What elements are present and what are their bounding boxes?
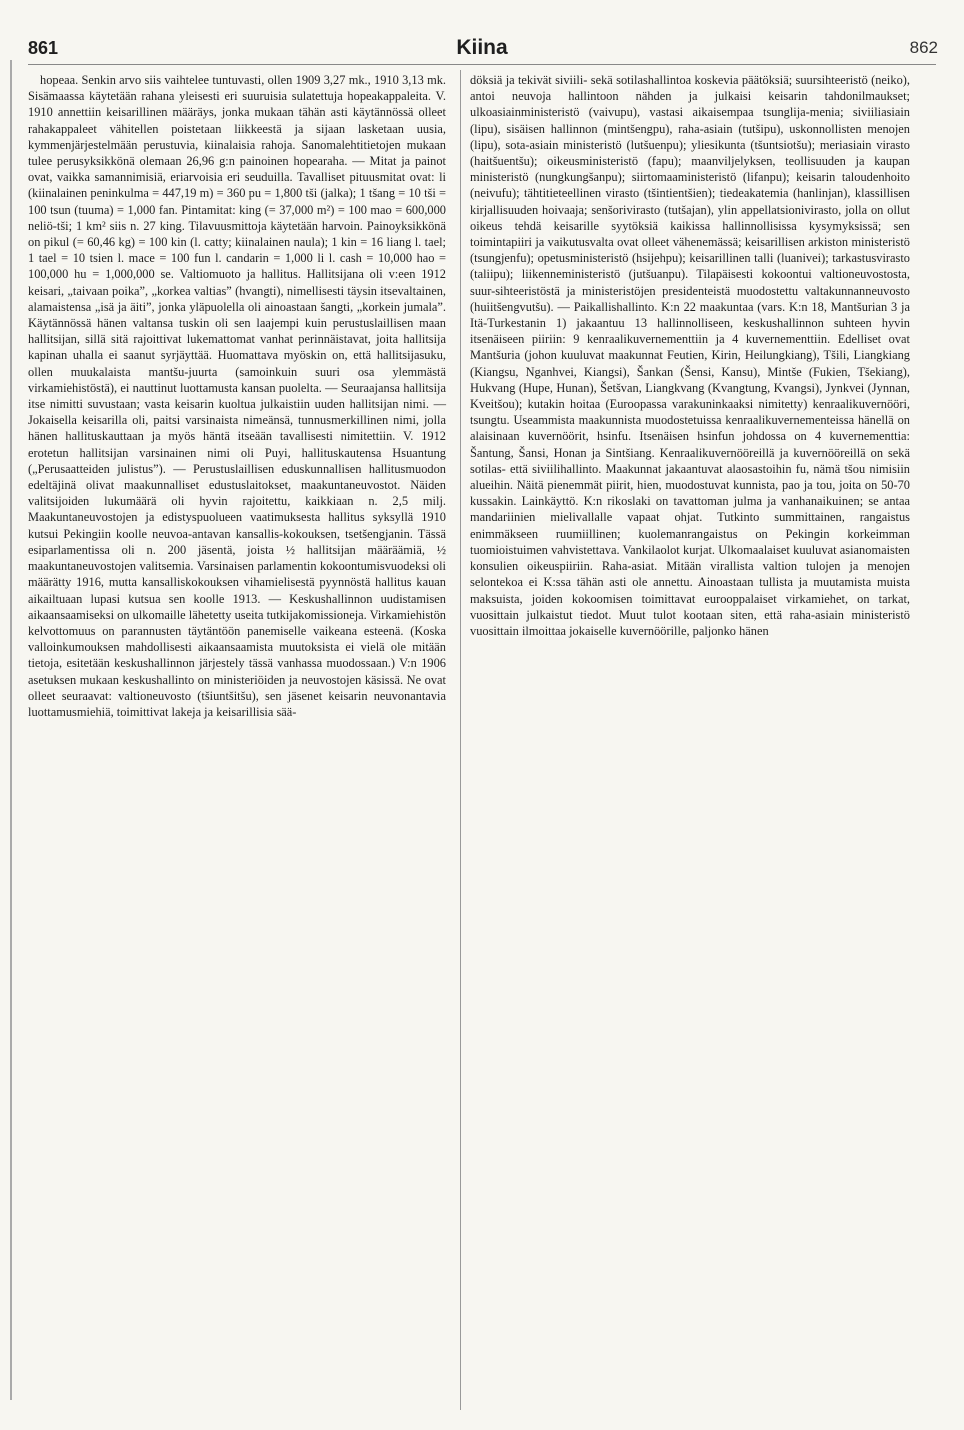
text-column-right — [470, 72, 910, 639]
page-number-right: 862 — [909, 38, 938, 57]
text-column-left — [28, 72, 446, 720]
right-column-text: döksiä ja tekivät siviili- sekä sotilashallintoa koskevia päätöksiä; suursihteeristö (neiko), antoi neuvoja hallintoon nähden ja julkaisi keisarin tahdonilmaukset; ulkoasiainministeristö (vaivupu), vastasi aikaisempaa tsunglija-menia; siviiliasiain (lipu), sisäisen hallinnon (mintšengpu), raha-asiain (tutšipu), uskonnollisten menojen (lipu), sota-asiain ministeristö (lutšuenpu); yliesikunta (tšuntsiotšu); meriasiain virasto (haitšuentšu); oikeusministeristö (fapu); maanviljelyksen, teollisuuden ja kaupan ministeristö (nungkungšanpu); siirtomaaministeristö (lifanpu); keisarin taloudenhoito (neivufu); tähtitieteellinen virasto (tšintientšien); tiedeakatemia (hanlinjan), klassillisen kirjallisuuden hoivaaja; senšorivirasto (tutšajan), ylin appellatsionivirasto, jolla on ollut oikeus tehdä keisarille syytöksiä kaikissa hallinnollisissa kysymyksissä; sen toimintapiiri ja vaikutusvalta ovat olleet vähenemässä; keisarillisen arkiston ministeristö (tsungjenfu); opetusministeristö (hsijehpu); keisarillinen talli (luanivei); tarkastusvirasto (taliipu); liikenneministeristö (jutšuanpu). Tilapäisesti kokoontui valtioneuvostosta, suur-sihteeristöstä ja ministeristöjen presidenteistä muodostettu valtakunnanneuvosto (huiitšengvutšu). — Paikallishallinto. K:n 22 maakuntaa (vars. K:n 18, Mantšurian 3 ja Itä-Turkestanin 1) jakaantuu 13 hallinnolliseen, keskushallinnon suhteen hyvin itsenäiseen piiriin: 9 kenraalikuvernementtiin ja 4 kuvernementtiin. Edelliset ovat Mantšuria (johon kuuluvat maakunnat Feutien, Kirin, Heilungkiang), Tšili, Liangkiang (Kiangsu, Nganhvei, Kiangsi), Šankan (Šensi, Kansu), Mintše (Fukien, Tšekiang), Hukvang (Hupe, Hunan), Šetšvan, Liangkvang (Kvangtung, Kvangsi), Jynkvei (Jynnan, Kveitšou); kutakin hoitaa (Euroopassa varakuninkaaksi nimitetty) kenraalikuvernööri, tsungtu. Useammista maakunnista muodostetuissa kenraalikuvernementeissa hänellä on alaisinaan kuvernöörit, hsinfu. Itsenäisen hsinfun johdossa on 4 kuvernementtia: Šantung, Šansi, Honan ja Sintšiang. Kenraalikuvernööreillä ja kuvernööreillä on sekä sotilas- että siviilihallinto. Maakunnat jakaantuvat alaosastoihin fu, nämä tšou nimisiin alueihin. Näitä pienemmät piirit, hien, muodostuvat kunnista, pao ja tou, joita on 50-70 kussakin. Lainkäyttö. K:n rikoslaki on tavattoman julma ja vanhanaikuinen; se antaa mandariinien mielivallalle vapaat ohjat. Tutkinto summittainen, rangaistus enimmäkseen ruumiillinen; kuolemanrangaistus on Pekingin korkeimman tuomioistuimen vahvistettava. Vankilaolot kurjat. Ulkomaalaiset kuuluvat asianomaisten konsulien oikeuspiiriin. Raha-asiat. Mitään virallista valtion tulojen ja menojen selontekoa ei K:ssa tähän asti ole annettu. Ainoastaan tullista ja muutamista muista maksuista, joiden kokoomisen toimittavat eurooppalaiset virkamiehet, on tarkat, vuosittain julkaistut tiedot. Muut tulot kootaan siten, että raha-asiain ministeristö vuosittain ilmoittaa jokaiselle kuvernöörille, paljonko hänen — [470, 73, 910, 638]
page-number-left: 861 — [28, 38, 59, 58]
page-edge-line — [10, 60, 12, 1400]
page-header — [20, 34, 944, 64]
column-divider — [460, 70, 461, 1410]
running-title: Kiina — [456, 36, 508, 59]
left-column-text: hopeaa. Senkin arvo siis vaihtelee tuntuvasti, ollen 1909 3,27 mk., 1910 3,13 mk. Sisämaassa käytetään rahana yleisesti eri suuruisia sulatettuja hopeakappaleita. V. 1910 annettiin keisarillinen määräys, jonka mukaan tähän asti käytännössä olleet rahakappaleet vähitellen poistetaan liikkeestä ja sijaan lasketaan uusia, kymmenjärjestelmään perustuvia, kiinalaisia rahoja. Sanomalehtitietojen mukaan tulee perusyksikkönä olemaan 26,96 g:n painoinen hopearaha. — Mitat ja painot ovat, vaikka samannimisiä, eriarvoisia eri seuduilla. Tavalliset pituusmitat ovat: li (kiinalainen peninkulma = 447,19 m) = 360 pu = 1,800 tši (jalka); 1 tšang = 10 tši = 100 tsun (tuuma) = 1,000 fan. Pintamitat: king (= 37,000 m²) = 100 mao = 600,000 neliö-tši; 1 km² siis n. 27 king. Tilavuusmittoja käytetään harvoin. Painoyksikkönä on pikul (= 60,46 kg) = 100 kin (l. catty; kiinalainen naula); 1 kin = 16 liang l. tael; 1 tael = 10 tsien l. mace = 100 fun l. candarin = 1,000 li l. cash = 10,000 hao = 100,000 hu = 1,000,000 se. Valtiomuoto ja hallitus. Hallitsijana oli v:een 1912 keisari, „taivaan poika”, „korkea valtias” (hvangti), nimellisesti täysin itsevaltainen, alamaistensa „isä ja äiti”, jonka yläpuolella oli ainoastaan šangti, „korkein jumala”. Käytännössä hänen valtansa tuskin oli sen laajempi kuin perustuslaillisen maan hallitsijan, sillä sitä rajoittivat lukemattomat vanhat perinnäistavat, joita hallitsija kapinan uhalla ei saanut syrjäyttää. Huomattava myöskin on, että hallitsijasuku, ollen muukalaista mantšu-juurta (samoinkuin suuri osa ylemmästä virkamiehistöstä), ei nauttinut luottamusta kansan puolelta. — Seuraajansa hallitsija itse nimitti suvustaan; vasta keisarin kuoltua julkaistiin uuden hallitsijan nimi. —Jokaisella keisarilla oli, paitsi varsinaista nimeänsä, tunnusmerkillinen nimi, jolla hänen hallituskauttaan ja myös häntä itseään tavallisesti nimitettiin. V. 1912 erotetun hallitsijan varsinainen nimi oli Puyi, hallituskautensa Hsuantung („Perusaatteiden julistus”). — Perustuslaillisen eduskunnallisen hallitusmuodon edeltäjinä olivat maakunnalliset edustuslaitokset, maakuntaneuvostot. Näiden valitsijoiden lukumäärä oli hyvin rajoitettu, kaikkiaan n. 2,5 milj. Maakuntaneuvostojen ja edistyspuolueen vaatimuksesta hallitus syksyllä 1910 kutsui Pekingiin koolle neuvoa-antavan kansallis-kokouksen, tsetšengjanin. Tässä esiparlamentissa oli n. 200 jäsentä, joista ½ hallitsijan määräämiä, ½ maakuntaneuvostojen valitsemia. Varsinaisen parlamentin kokoontumisvuodeksi oli määrätty 1916, mutta kansalliskokouksen vihamielisestä pyynnöstä hallitus kauan aikailtuaan lupasi kutsua sen koolle 1913. — Keskushallinnon uudistamisen aikaansaamiseksi on ulkomaille lähetetty useita tutkijakomissioneja. Virkamiehistön kelvottomuus on parannusten täytäntöön panemiselle vaikeana esteenä. (Koska valloinkumouksen mahdollisesti aikaansaamista muutoksista ei vielä ole mitään tietoja, esitetään keskushallinnon järjestely tässä vanhassa muodossaan.) V:n 1906 asetuksen mukaan keskushallinto on ministeriöiden ja neuvostojen käsissä. Ne ovat olleet seuraavat: valtioneuvosto (tšiuntšitšu), sen jäsenet keisarin neuvonantavia luottamusmiehiä, toimittivat lakeja ja keisarillisia sää- — [28, 73, 446, 719]
header-rule — [28, 64, 936, 65]
